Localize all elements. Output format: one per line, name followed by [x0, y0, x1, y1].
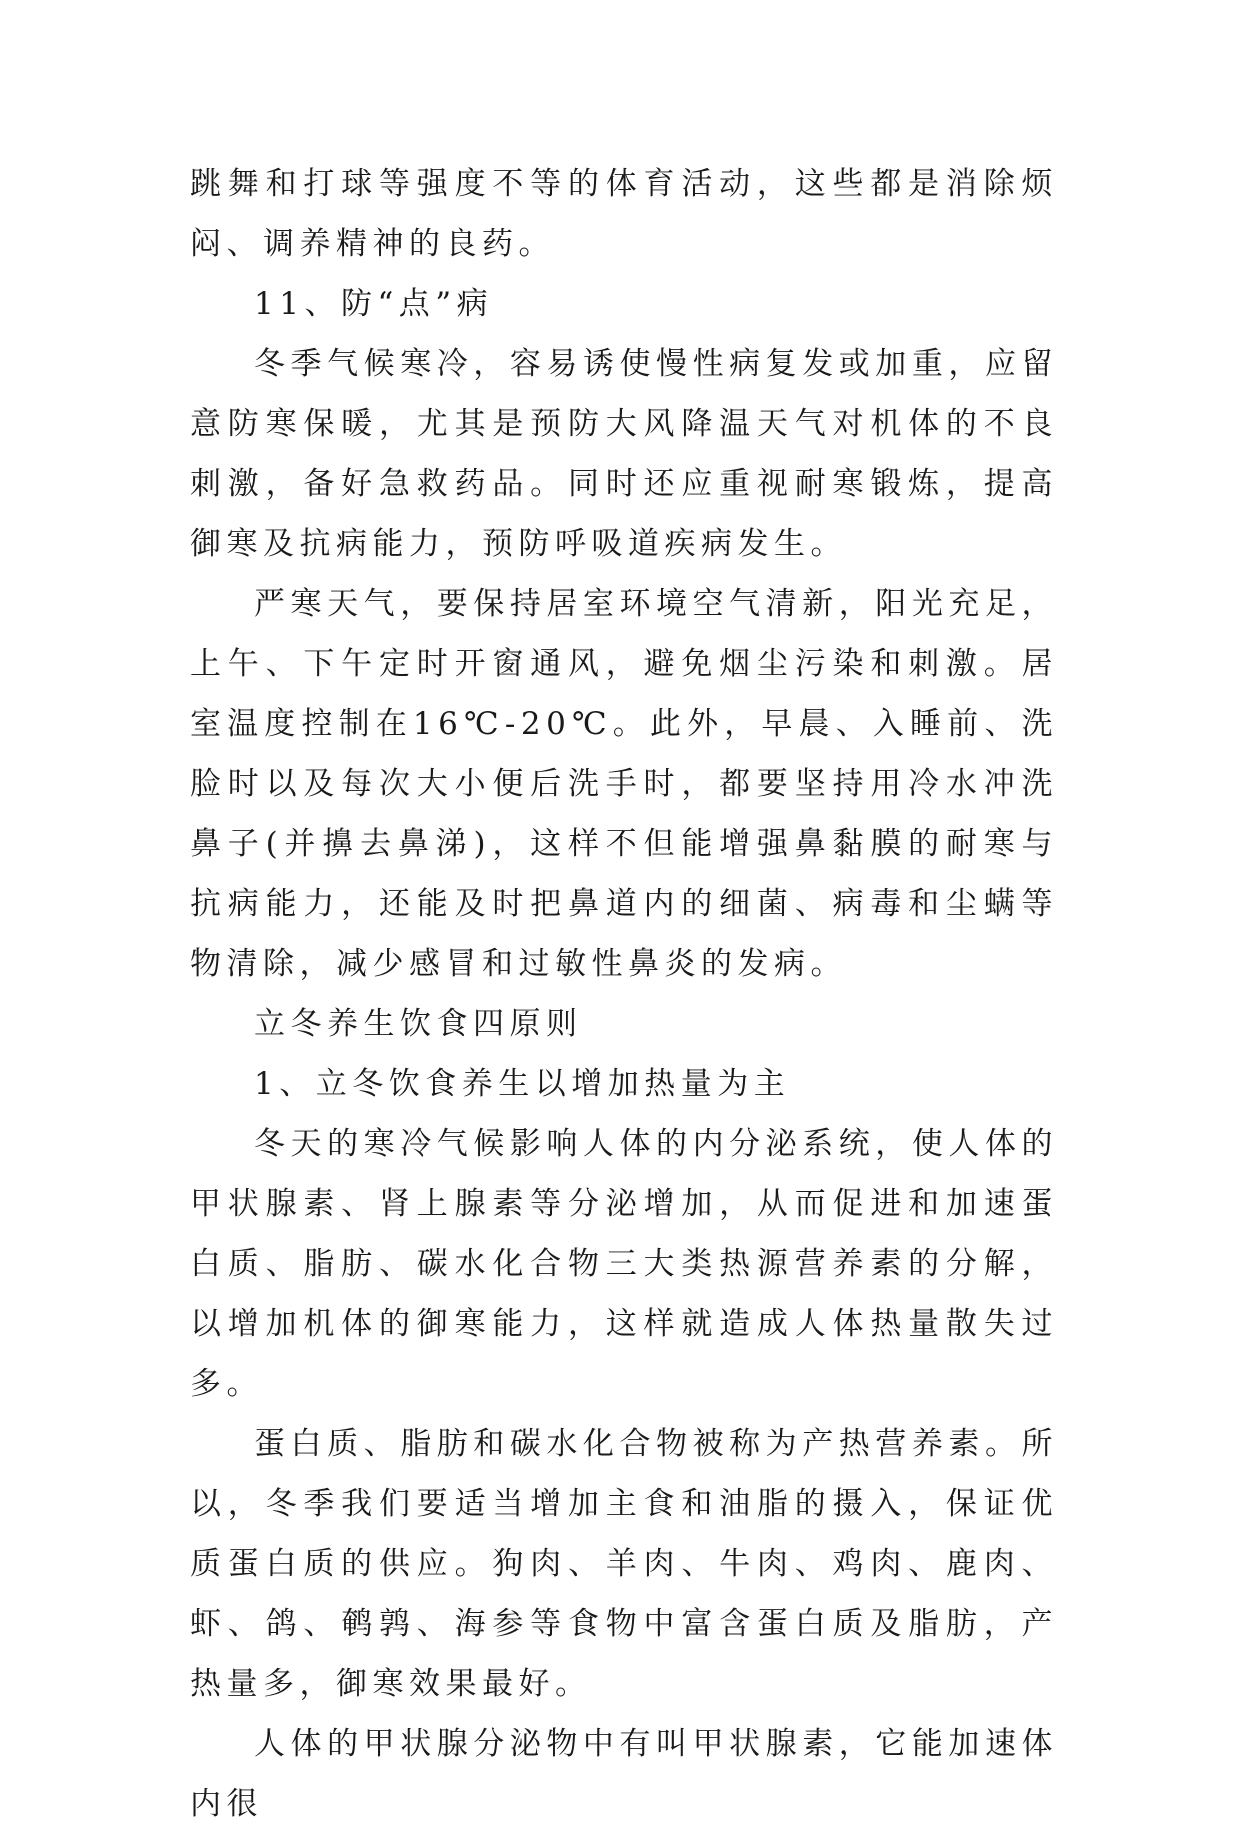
section-heading: 11、防“点”病: [254, 286, 494, 322]
section-heading: 立冬养生饮食四原则: [254, 1006, 583, 1042]
document-page: [190, 154, 1058, 1834]
paragraph: 冬季气候寒冷，容易诱使慢性病复发或加重，应留意防寒保暖，尤其是预防大风降温天气对机体的不良刺激，备好急救药品。同时还应重视耐寒锻炼，提高御寒及抗病能力，预防呼吸道疾病发生。: [190, 346, 1058, 562]
paragraph: 严寒天气，要保持居室环境空气清新，阳光充足，上午、下午定时开窗通风，避免烟尘污染和刺激。居室温度控制在16℃-20℃。此外，早晨、入睡前、洗脸时以及每次大小便后洗手时，都要坚持用冷水冲洗鼻子(并擤去鼻涕)，这样不但能增强鼻黏膜的耐寒与抗病能力，还能及时把鼻道内的细菌、病毒和尘螨等物清除，减少感冒和过敏性鼻炎的发病。: [190, 586, 1058, 982]
paragraph: 跳舞和打球等强度不等的体育活动，这些都是消除烦闷、调养精神的良药。: [190, 166, 1058, 262]
paragraph: 蛋白质、脂肪和碳水化合物被称为产热营养素。所以，冬季我们要适当增加主食和油脂的摄入，保证优质蛋白质的供应。狗肉、羊肉、牛肉、鸡肉、鹿肉、虾、鸽、鹌鹑、海参等食物中富含蛋白质及脂肪，产热量多，御寒效果最好。: [190, 1426, 1058, 1702]
paragraph: 冬天的寒冷气候影响人体的内分泌系统，使人体的甲状腺素、肾上腺素等分泌增加，从而促进和加速蛋白质、脂肪、碳水化合物三大类热源营养素的分解，以增加机体的御寒能力，这样就造成人体热量散失过多。: [190, 1126, 1058, 1402]
subsection-heading: 1、立冬饮食养生以增加热量为主: [254, 1066, 791, 1102]
paragraph: 人体的甲状腺分泌物中有叫甲状腺素，它能加速体内很: [190, 1726, 1058, 1822]
